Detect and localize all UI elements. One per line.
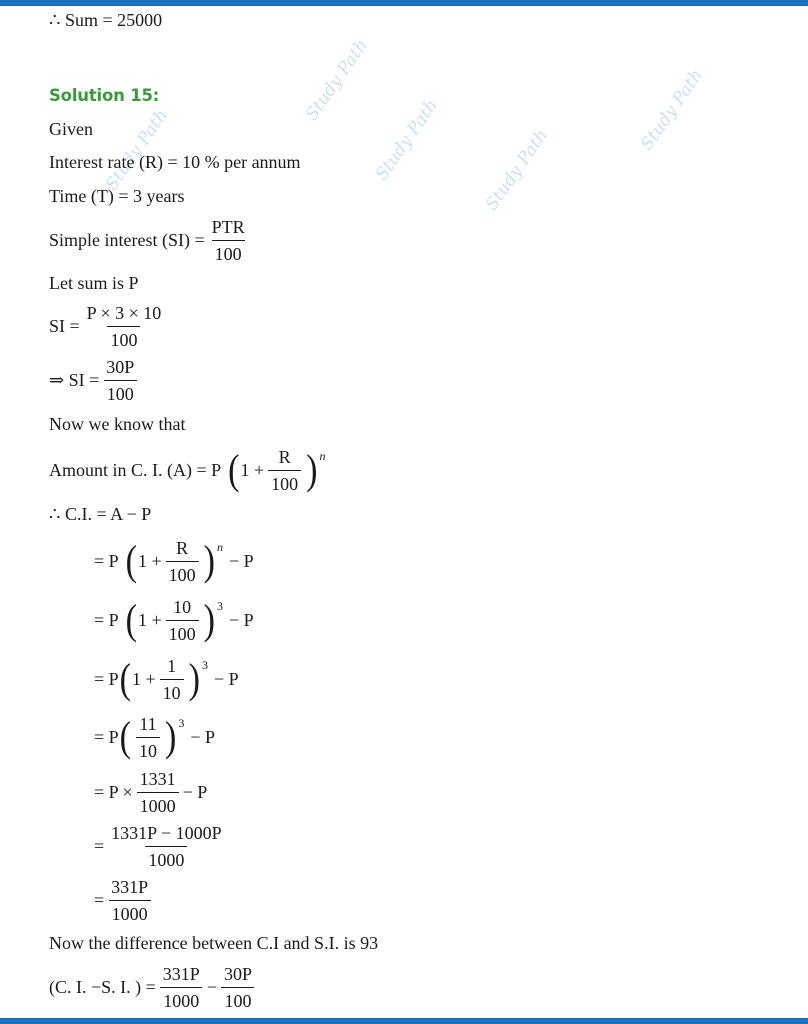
si-result-line	[49, 356, 141, 405]
exponent: 3	[216, 599, 223, 613]
let-sum-line: Let sum is P	[49, 273, 139, 293]
si-substitution-line	[49, 302, 168, 351]
final-lhs: (C. I. −S. I. ) =	[49, 977, 156, 997]
step-tail: − P	[228, 551, 254, 571]
fraction-denominator: 1000	[109, 900, 151, 925]
watermark: Study Path	[481, 125, 553, 215]
fraction-numerator: 30P	[223, 964, 252, 984]
step-6-line	[94, 822, 229, 871]
step-lhs: = P	[94, 727, 119, 747]
exponent: n	[216, 540, 223, 554]
si-result-fraction	[103, 356, 137, 405]
fraction-numerator: R	[176, 538, 189, 558]
ci-definition-line: ∴ C.I. = A − P	[49, 504, 152, 524]
final-minus: −	[206, 977, 217, 997]
step-lhs: = P ×	[94, 782, 133, 802]
right-paren: )	[165, 713, 177, 760]
fraction-denominator: 100	[268, 470, 301, 495]
step-7-line	[94, 876, 155, 925]
solution-heading: Solution 15:	[49, 86, 160, 105]
step-tail: − P	[190, 727, 215, 747]
step-fraction	[108, 876, 151, 925]
fraction-denominator: 1000	[160, 987, 202, 1012]
fraction-denominator: 10	[136, 737, 160, 762]
top-frame-bar	[0, 0, 808, 6]
right-paren: )	[188, 655, 200, 702]
si-formula-lhs: Simple interest (SI) =	[49, 230, 205, 250]
amount-formula-line	[49, 446, 325, 495]
step-fraction	[108, 822, 225, 871]
step-one: 1 +	[138, 551, 162, 571]
left-paren: (	[119, 713, 131, 760]
given-line: Given	[49, 119, 93, 139]
fraction-numerator: 1331P − 1000P	[111, 823, 222, 843]
sum-result-line: ∴ Sum = 25000	[49, 10, 163, 30]
step-fraction	[136, 713, 160, 762]
si-formula-line	[49, 216, 252, 265]
si-sub-fraction	[84, 302, 165, 351]
step-fraction	[166, 596, 199, 645]
fraction-denominator: 100	[107, 326, 140, 351]
step-tail: − P	[182, 782, 208, 802]
fraction-denominator: 1000	[137, 792, 179, 817]
right-paren: )	[203, 537, 215, 584]
exponent: 3	[178, 716, 185, 730]
watermark: Study Path	[301, 35, 373, 125]
step-5-line	[94, 768, 207, 817]
fraction-numerator: 11	[139, 714, 157, 734]
step-4-line	[94, 713, 215, 762]
step-fraction	[166, 537, 199, 586]
right-paren: )	[203, 596, 215, 643]
step-one: 1 +	[138, 610, 162, 630]
final-equation-line	[49, 963, 259, 1012]
fraction-denominator: 100	[212, 240, 245, 265]
left-paren: (	[228, 446, 240, 493]
fraction-numerator: P × 3 × 10	[86, 303, 162, 323]
watermark: Study Path	[636, 65, 708, 155]
si-sub-lhs: SI =	[49, 316, 80, 336]
step-tail: − P	[213, 669, 239, 689]
exponent: n	[319, 449, 326, 463]
fraction-denominator: 10	[160, 679, 184, 704]
left-paren: (	[125, 537, 137, 584]
fraction-numerator: 1	[167, 656, 177, 676]
fraction-denominator: 100	[221, 987, 254, 1012]
fraction-denominator: 1000	[145, 846, 187, 871]
step-fraction	[160, 655, 184, 704]
fraction-numerator: 1331	[139, 769, 176, 789]
step-3-line	[94, 655, 239, 704]
fraction-denominator: 100	[166, 561, 199, 586]
right-paren: )	[306, 446, 318, 493]
fraction-denominator: 100	[104, 380, 137, 405]
now-know-line: Now we know that	[49, 414, 186, 434]
step-lhs: = P	[94, 610, 119, 630]
amount-lhs: Amount in C. I. (A) = P	[49, 460, 222, 480]
left-paren: (	[125, 596, 137, 643]
fraction-denominator: 100	[166, 620, 199, 645]
difference-line: Now the difference between C.I and S.I. is 93	[49, 933, 379, 953]
step-2-line	[94, 596, 254, 645]
step-lhs: = P	[94, 669, 119, 689]
step-lhs: = P	[94, 551, 119, 571]
fraction-numerator: 10	[173, 597, 192, 617]
step-1-line	[94, 537, 254, 586]
si-formula-fraction	[209, 216, 248, 265]
fraction-numerator: PTR	[211, 217, 245, 237]
fraction-numerator: 331P	[111, 877, 149, 897]
step-lhs: =	[94, 836, 105, 856]
fraction-numerator: R	[278, 447, 291, 467]
step-lhs: =	[94, 890, 105, 910]
fraction-numerator: 331P	[162, 964, 200, 984]
final-fraction-2	[221, 963, 255, 1012]
step-tail: − P	[228, 610, 254, 630]
time-line: Time (T) = 3 years	[49, 186, 185, 206]
si-result-lhs: ⇒ SI =	[49, 370, 100, 390]
step-fraction	[137, 768, 179, 817]
step-one: 1 +	[132, 669, 156, 689]
watermark: Study Path	[371, 95, 443, 185]
watermark: Study Path	[101, 105, 173, 195]
exponent: 3	[201, 658, 208, 672]
amount-one: 1 +	[240, 460, 265, 480]
bottom-frame-bar	[0, 1018, 808, 1024]
rate-line: Interest rate (R) = 10 % per annum	[49, 152, 301, 172]
left-paren: (	[119, 655, 131, 702]
final-fraction-1	[160, 963, 203, 1012]
fraction-numerator: 30P	[106, 357, 135, 377]
amount-fraction	[268, 446, 301, 495]
